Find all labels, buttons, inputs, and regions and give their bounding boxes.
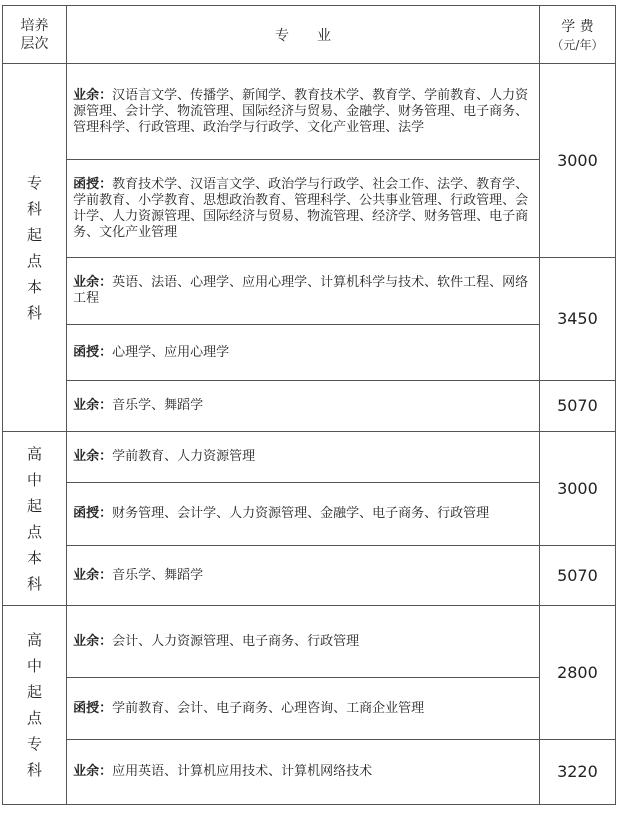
level-cell-3: 高 中 起 点 专 科 — [3, 606, 67, 805]
major-cell: 函授：财务管理、会计学、人力资源管理、金融学、电子商务、行政管理 — [67, 483, 540, 546]
fee-cell: 5070 — [539, 381, 615, 432]
major-cell: 业余：英语、法语、心理学、应用心理学、计算机科学与技术、软件工程、网络工程 — [67, 258, 540, 325]
table-row — [3, 483, 616, 546]
major-cell: 业余：应用英语、计算机应用技术、计算机网络技术 — [67, 740, 540, 805]
major-cell: 业余：会计、人力资源管理、电子商务、行政管理 — [67, 606, 540, 678]
major-cell: 业余：音乐学、舞蹈学 — [67, 546, 540, 606]
table-row — [3, 325, 616, 381]
level-cell-2: 高 中 起 点 本 科 — [3, 432, 67, 606]
major-cell: 函授：教育技术学、汉语言文学、政治学与行政学、社会工作、法学、教育学、学前教育、小学教育、思想政治教育、管理科学、公共事业管理、行政管理、会计学、人力资源管理、国际经济与贸易、物流管理、经济学、财务管理、电子商务、文化产业管理 — [67, 160, 540, 258]
table-row — [3, 160, 616, 258]
table-row — [3, 606, 616, 678]
fee-cell: 3220 — [539, 740, 615, 805]
major-cell: 函授：学前教育、会计、电子商务、心理咨询、工商企业管理 — [67, 678, 540, 740]
header-fee: 学 费 （元/年） — [539, 6, 615, 64]
table-row — [3, 678, 616, 740]
major-cell: 业余：汉语言文学、传播学、新闻学、教育技术学、教育学、学前教育、人力资源管理、会计学、物流管理、国际经济与贸易、金融学、财务管理、电子商务、管理科学、行政管理、政治学与行政学、文化产业管理、法学 — [67, 64, 540, 160]
fee-cell: 3450 — [539, 258, 615, 381]
major-cell: 函授：心理学、应用心理学 — [67, 325, 540, 381]
level-cell-1: 专 科 起 点 本 科 — [3, 64, 67, 432]
header-row — [3, 6, 616, 64]
table-row — [3, 546, 616, 606]
major-cell: 业余：学前教育、人力资源管理 — [67, 432, 540, 483]
tuition-table — [2, 5, 616, 805]
fee-cell: 3000 — [539, 64, 615, 258]
fee-cell: 2800 — [539, 606, 615, 740]
table-row — [3, 432, 616, 483]
fee-cell: 3000 — [539, 432, 615, 546]
table-row — [3, 381, 616, 432]
table-row — [3, 258, 616, 325]
table-row — [3, 64, 616, 160]
fee-cell: 5070 — [539, 546, 615, 606]
table-row — [3, 740, 616, 805]
header-level: 培养 层次 — [3, 6, 67, 64]
major-cell: 业余：音乐学、舞蹈学 — [67, 381, 540, 432]
header-major: 专 业 — [67, 6, 540, 64]
